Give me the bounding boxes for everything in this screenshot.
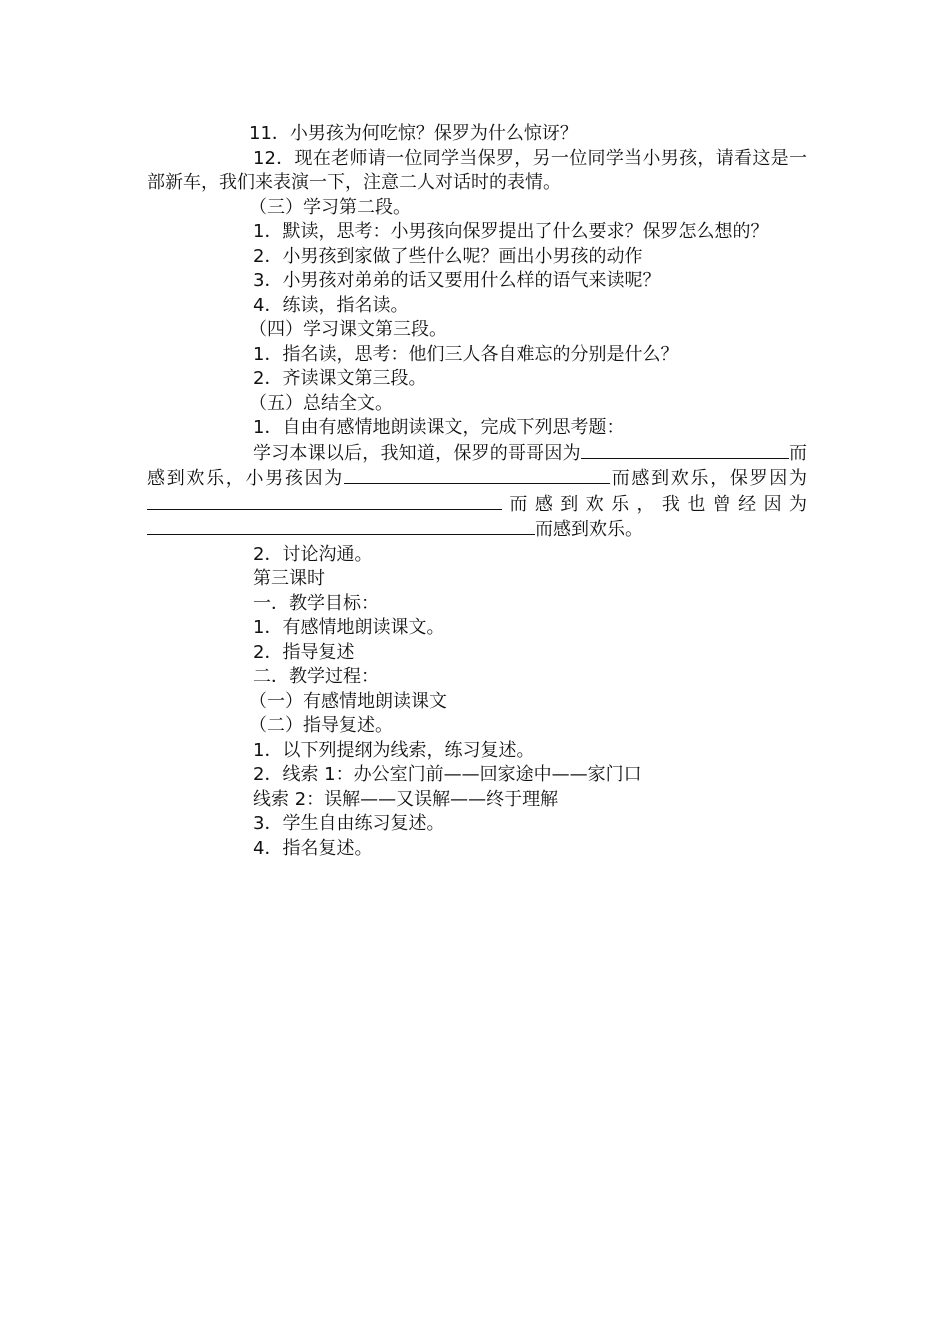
- section-5-item-1: 1．自由有感情地朗读课文，完成下列思考题：: [253, 417, 625, 438]
- section-heading-3: （三）学习第二段。: [249, 196, 411, 218]
- section-4-item-1: 1．指名读，思考：他们三人各自难忘的分别是什么？: [253, 343, 679, 365]
- fill-in-paragraph: [147, 441, 807, 543]
- process-item-4: 4．指名复述。: [253, 837, 373, 859]
- section-heading-4: （四）学习课文第三段。: [249, 319, 447, 340]
- blank-4[interactable]: [147, 517, 535, 535]
- process-item-1: 1．以下列提纲为线索，练习复述。: [253, 739, 535, 761]
- section-3-item-2: 2．小男孩到家做了些什么呢？画出小男孩的动作: [253, 245, 643, 267]
- fill-text-1: 学习本课以后，我知道，保罗的哥哥因为: [253, 442, 581, 464]
- goal-item-1: 1．有感情地朗读课文。: [253, 617, 445, 638]
- blank-3[interactable]: [147, 492, 502, 510]
- teaching-process-heading: 二．教学过程：: [253, 666, 379, 687]
- section-3-item-3: 3．小男孩对弟弟的话又要用什么样的语气来读呢？: [253, 270, 661, 291]
- question-11: 11．小男孩为何吃惊？保罗为什么惊讶？: [249, 123, 578, 144]
- section-5-item-2: 2．讨论沟通。: [253, 543, 373, 565]
- fill-text-3: 而感到欢乐，保罗因为: [610, 468, 807, 489]
- lesson-3-heading: 第三课时: [253, 568, 325, 589]
- blank-1a[interactable]: [581, 441, 736, 459]
- process-step-2: （二）指导复述。: [249, 715, 393, 736]
- goal-item-2: 2．指导复述: [253, 641, 355, 663]
- process-item-2: 2．线索 1：办公室门前——回家途中——家门口: [253, 764, 642, 785]
- section-4-item-2: 2．齐读课文第三段。: [253, 368, 427, 389]
- blank-1b[interactable]: [736, 441, 789, 459]
- process-step-1: （一）有感情地朗读课文: [249, 690, 447, 712]
- question-12: 12．现在老师请一位同学当保罗，另一位同学当小男孩，请看这是一部新车，我们来表演一下，注意二人对话时的表情。: [147, 147, 807, 193]
- fill-text-4: 而感到欢乐，我也曾经因为: [502, 493, 807, 515]
- teaching-goal-heading: 一．教学目标：: [253, 592, 379, 614]
- fill-text-5: 而感到欢乐。: [535, 519, 643, 540]
- document-body: [147, 122, 807, 861]
- section-heading-5: （五）总结全文。: [249, 392, 393, 414]
- process-item-3: 3．学生自由练习复述。: [253, 813, 445, 834]
- fill-text-2: 而感到欢乐，小男孩因为: [147, 442, 808, 489]
- section-3-item-4: 4．练读，指名读。: [253, 294, 409, 316]
- blank-2[interactable]: [344, 466, 610, 484]
- clue-2-line: 线索 2：误解——又误解——终于理解: [253, 788, 559, 810]
- section-3-item-1: 1．默读，思考：小男孩向保罗提出了什么要求？保罗怎么想的？: [253, 221, 769, 242]
